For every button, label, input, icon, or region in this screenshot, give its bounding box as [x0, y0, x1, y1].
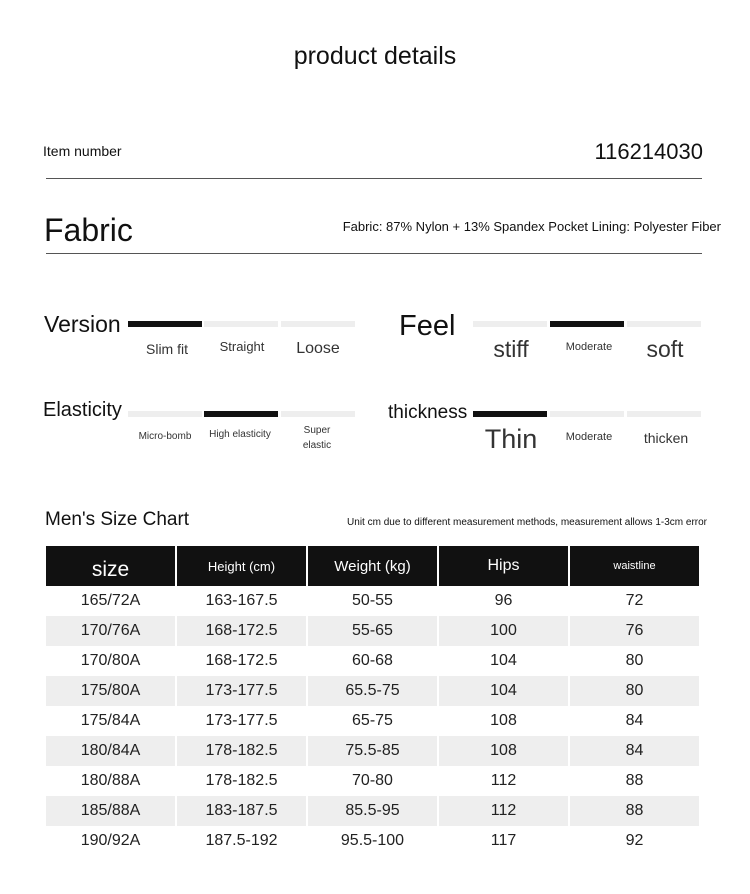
- cell-size: 170/76A: [46, 616, 175, 646]
- cell-weight: 50-55: [352, 592, 393, 609]
- cell-height: 173-177.5: [205, 712, 278, 729]
- cell-size: 190/92A: [80, 832, 141, 849]
- cell-size: 185/88A: [46, 796, 175, 826]
- cell-weight: 85.5-95: [308, 796, 437, 826]
- version-bar-loose: [281, 321, 355, 327]
- size-chart-title: Men's Size Chart: [45, 509, 190, 530]
- table-row: [46, 766, 699, 796]
- cell-waistline: 88: [570, 796, 699, 826]
- size-chart-table: [44, 546, 701, 856]
- cell-waistline: 72: [625, 592, 644, 609]
- elasticity-bar-micro: [128, 411, 202, 417]
- cell-weight: 65-75: [352, 712, 393, 729]
- thickness-bar-moderate: [550, 411, 624, 417]
- item-number-value: 116214030: [594, 139, 703, 164]
- cell-waistline: 84: [625, 712, 644, 729]
- table-row: [46, 796, 699, 826]
- version-option-straight: Straight: [219, 339, 265, 354]
- table-row: [46, 586, 699, 616]
- cell-size: 180/88A: [80, 772, 141, 789]
- cell-weight: 75.5-85: [308, 736, 437, 766]
- cell-hips: 96: [494, 592, 513, 609]
- feel-label: Feel: [399, 310, 456, 342]
- thickness-option-thicken: thicken: [643, 430, 689, 446]
- version-label: Version: [44, 311, 121, 337]
- version-bar-slim: [128, 321, 202, 327]
- version-option-loose: Loose: [296, 340, 340, 357]
- feel-bar-soft: [627, 321, 701, 327]
- cell-size: 175/84A: [80, 712, 141, 729]
- cell-waistline: 80: [625, 652, 644, 669]
- feel-bar-moderate: [550, 321, 624, 327]
- cell-height: 183-187.5: [177, 796, 306, 826]
- cell-waistline: 92: [625, 832, 644, 849]
- cell-height: 163-167.5: [205, 592, 278, 609]
- table-row: [46, 676, 699, 706]
- feel-option-stiff: stiff: [493, 336, 529, 362]
- elasticity-option-high: High elasticity: [209, 429, 271, 440]
- cell-weight: 55-65: [308, 616, 437, 646]
- header-weight: Weight (kg): [308, 546, 437, 586]
- elasticity-option-micro: Micro-bomb: [138, 431, 192, 442]
- header-size: size: [46, 546, 175, 586]
- cell-hips: 117: [490, 832, 517, 849]
- version-bar-straight: [204, 321, 278, 327]
- feel-bar-stiff: [473, 321, 547, 327]
- cell-height: 168-172.5: [177, 616, 306, 646]
- cell-height: 173-177.5: [177, 676, 306, 706]
- elasticity-option-super: Super elastic: [302, 425, 332, 451]
- cell-weight: 65.5-75: [308, 676, 437, 706]
- cell-hips: 108: [439, 736, 568, 766]
- table-row: [46, 646, 699, 676]
- size-chart-note: Unit cm due to different measurement methods, measurement allows 1-3cm error: [347, 517, 707, 528]
- thickness-option-thin: Thin: [484, 424, 538, 454]
- cell-hips: 104: [439, 676, 568, 706]
- cell-weight: 95.5-100: [340, 832, 405, 849]
- fabric-value: Fabric: 87% Nylon + 13% Spandex Pocket Lining: Polyester Fiber: [342, 219, 721, 234]
- cell-hips: 108: [490, 712, 517, 729]
- cell-height: 168-172.5: [205, 652, 278, 669]
- cell-height: 187.5-192: [205, 832, 278, 849]
- thickness-bar-thicken: [627, 411, 701, 417]
- cell-size: 180/84A: [46, 736, 175, 766]
- header-hips: Hips: [439, 546, 568, 586]
- divider: [46, 178, 702, 179]
- cell-size: 170/80A: [80, 652, 141, 669]
- cell-waistline: 80: [570, 676, 699, 706]
- cell-height: 178-182.5: [205, 772, 278, 789]
- divider: [46, 253, 702, 254]
- version-option-slim: Slim fit: [146, 341, 188, 357]
- cell-waistline: 84: [570, 736, 699, 766]
- cell-height: 178-182.5: [177, 736, 306, 766]
- cell-hips: 100: [439, 616, 568, 646]
- table-row: [46, 616, 699, 646]
- page-title: product details: [293, 42, 457, 70]
- header-height: Height (cm): [177, 546, 306, 586]
- cell-hips: 104: [490, 652, 517, 669]
- elasticity-label: Elasticity: [43, 399, 122, 421]
- cell-hips: 112: [439, 796, 568, 826]
- fabric-label: Fabric: [44, 212, 133, 248]
- table-row: [46, 706, 699, 736]
- cell-weight: 70-80: [352, 772, 393, 789]
- elasticity-bar-super: [281, 411, 355, 417]
- elasticity-bar-high: [204, 411, 278, 417]
- thickness-option-moderate: Moderate: [565, 431, 613, 443]
- cell-waistline: 76: [570, 616, 699, 646]
- table-header-row: [46, 546, 699, 586]
- header-waistline: waistline: [570, 546, 699, 586]
- cell-size: 165/72A: [80, 592, 141, 609]
- feel-option-moderate: Moderate: [565, 341, 613, 353]
- feel-option-soft: soft: [646, 336, 684, 362]
- cell-waistline: 88: [625, 772, 644, 789]
- cell-hips: 112: [490, 772, 517, 789]
- cell-size: 175/80A: [46, 676, 175, 706]
- cell-weight: 60-68: [352, 652, 393, 669]
- table-row: [46, 826, 699, 856]
- thickness-bar-thin: [473, 411, 547, 417]
- table-row: [46, 736, 699, 766]
- item-number-label: Item number: [43, 143, 122, 159]
- thickness-label: thickness: [388, 402, 468, 423]
